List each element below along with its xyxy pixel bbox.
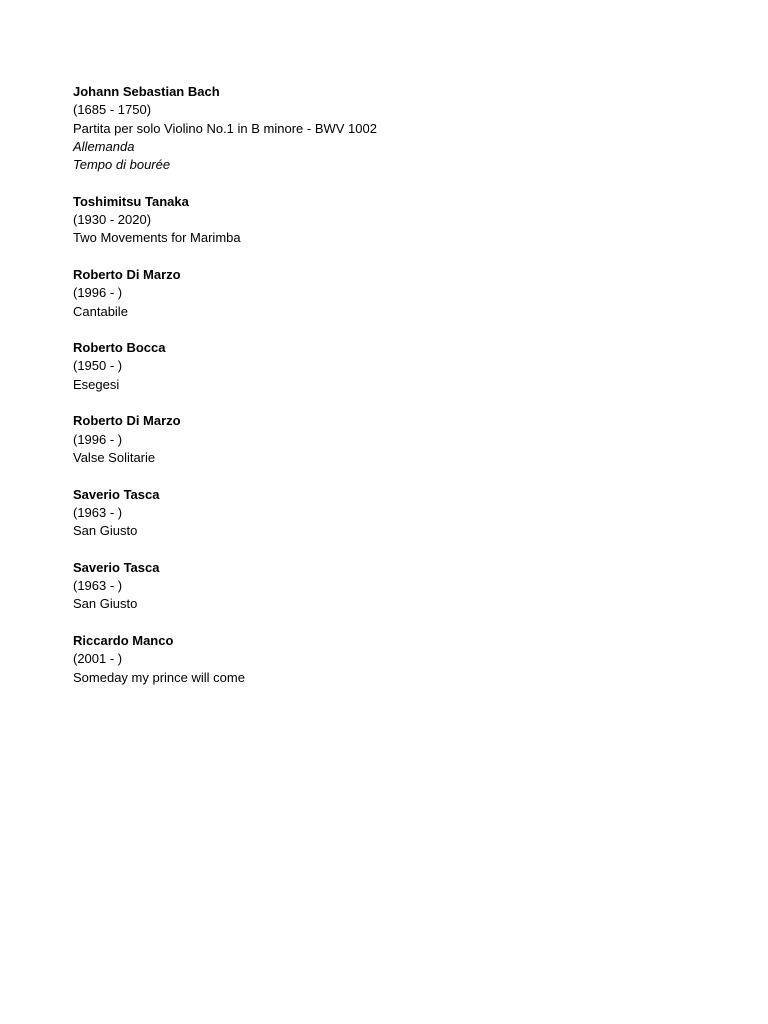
composer-name: Roberto Bocca: [73, 340, 166, 356]
program-entry: [73, 83, 713, 174]
work-title: Someday my prince will come: [73, 669, 245, 685]
work-title: Two Movements for Marimba: [73, 230, 241, 246]
composer-dates: (2001 - ): [73, 651, 123, 667]
movement-title: Tempo di bourée: [73, 157, 171, 173]
program-entry: [73, 559, 713, 614]
program-entry: [73, 339, 713, 394]
composer-dates: (1930 - 2020): [73, 212, 152, 228]
work-title: Partita per solo Violino No.1 in B minore - BWV 1002: [73, 120, 377, 136]
composer-dates: (1996 - ): [73, 431, 123, 447]
composer-name: Riccardo Manco: [73, 632, 174, 648]
composer-dates: (1996 - ): [73, 285, 123, 301]
composer-dates: (1963 - ): [73, 578, 123, 594]
composer-dates: (1950 - ): [73, 358, 123, 374]
composer-name: Saverio Tasca: [73, 486, 160, 502]
work-title: Cantabile: [73, 303, 128, 319]
work-title: Esegesi: [73, 376, 120, 392]
concert-program: [73, 83, 713, 705]
work-title: Valse Solitarie: [73, 449, 156, 465]
work-title: San Giusto: [73, 523, 138, 539]
composer-dates: (1685 - 1750): [73, 102, 152, 118]
program-entry: [73, 632, 713, 687]
composer-dates: (1963 - ): [73, 504, 123, 520]
program-entry: [73, 193, 713, 248]
composer-name: Toshimitsu Tanaka: [73, 193, 189, 209]
program-entry: [73, 486, 713, 541]
composer-name: Saverio Tasca: [73, 559, 160, 575]
movement-title: Allemanda: [73, 138, 135, 154]
work-title: San Giusto: [73, 596, 138, 612]
program-entry: [73, 266, 713, 321]
program-entry: [73, 412, 713, 467]
composer-name: Roberto Di Marzo: [73, 413, 181, 429]
composer-name: Johann Sebastian Bach: [73, 84, 220, 99]
composer-name: Roberto Di Marzo: [73, 266, 181, 282]
